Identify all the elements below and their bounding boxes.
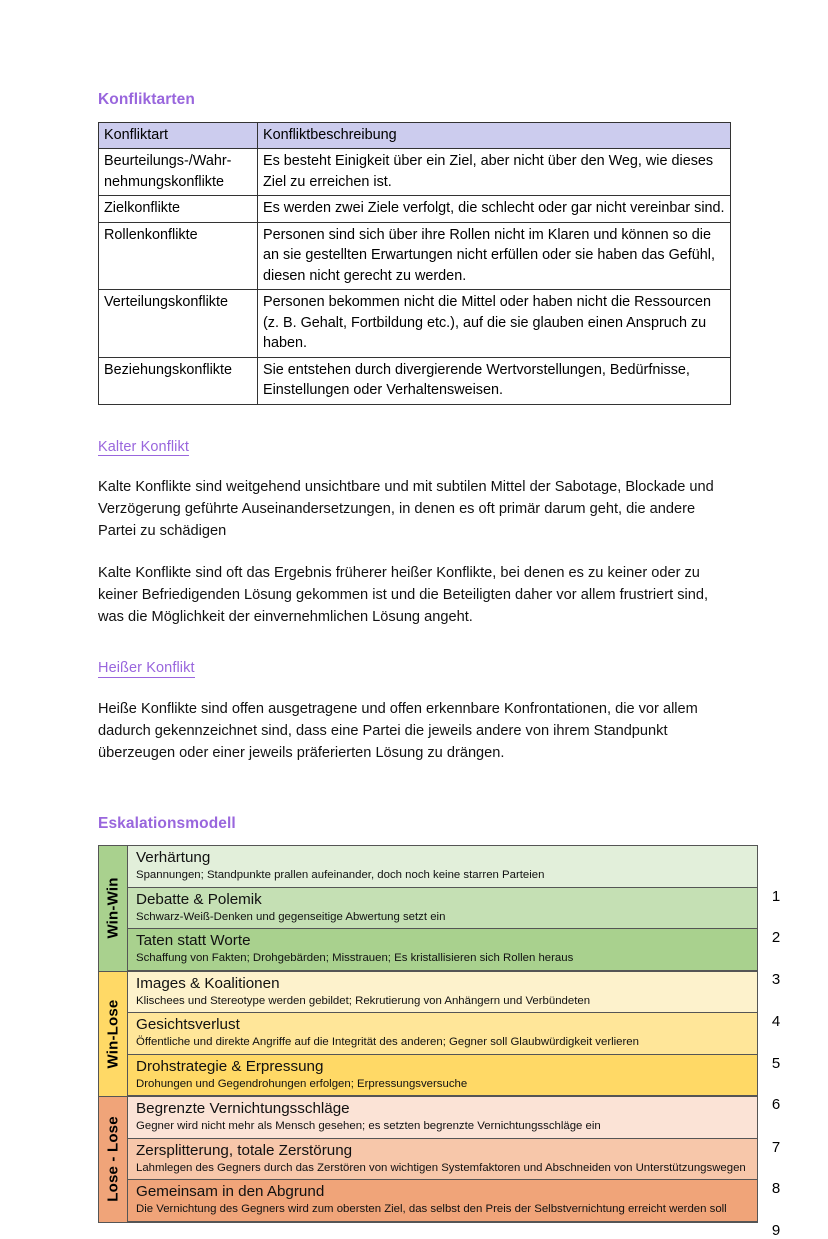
subheading-kalter-konflikt: Kalter Konflikt <box>98 438 189 455</box>
table-row <box>99 149 731 196</box>
escalation-group-label <box>99 1097 128 1222</box>
conflict-table-head <box>99 122 731 149</box>
escalation-group-label-text: Win-Lose <box>104 999 122 1069</box>
escalation-stage-cell <box>128 1139 757 1180</box>
escalation-group-label-text: Lose - Lose <box>104 1116 122 1203</box>
cell-konfliktbeschreibung: Personen sind sich über ihre Rollen nicht im Klaren und können so die an sie gestellten Erwartungen nicht erfüllen oder sie haben das Gefühl, diesen nicht gerecht zu werden. <box>258 222 731 290</box>
escalation-stage-description: Gegner wird nicht mehr als Mensch gesehen; es setzten begrenzte Vernichtungsschläge ein <box>136 1120 601 1132</box>
escalation-stage-row <box>128 1180 781 1239</box>
hot-conflict-heading-wrap <box>98 660 732 698</box>
escalation-stage-number: 4 <box>759 1013 793 1030</box>
escalation-stage-description: Öffentliche und direkte Angriffe auf die Integrität des anderen; Gegner soll Glaubwürdigkeit verlieren <box>136 1036 639 1048</box>
subheading-heisser-konflikt: Heißer Konflikt <box>98 660 195 676</box>
escalation-stage-cell <box>128 1097 757 1138</box>
escalation-stage-cell <box>128 929 757 970</box>
escalation-stage <box>128 1180 757 1222</box>
escalation-stage-number: 5 <box>759 1055 793 1072</box>
escalation-stage-title: Taten statt Worte <box>136 932 251 949</box>
escalation-stage-cell <box>128 846 757 887</box>
escalation-stage-cell <box>128 888 757 929</box>
document-content <box>98 91 781 1239</box>
escalation-stage-title: Begrenzte Vernichtungsschläge <box>136 1100 350 1117</box>
escalation-stage-description: Schwarz-Weiß-Denken und gegenseitige Abwertung setzt ein <box>136 910 446 923</box>
escalation-stage-number: 9 <box>759 1222 793 1239</box>
escalation-stage-title: Images & Koalitionen <box>136 974 280 992</box>
escalation-stage-title: Gemeinsam in den Abgrund <box>136 1183 325 1200</box>
escalation-group-rows <box>128 1097 781 1239</box>
escalation-stage-title: Zersplitterung, totale Zerstörung <box>136 1141 353 1159</box>
conflict-types-heading-wrap <box>98 92 732 108</box>
conflict-table-body <box>99 149 731 405</box>
escalation-stage-cell <box>128 1055 757 1096</box>
escalation-stage-description: Drohungen und Gegendrohungen erfolgen; Erpressungsversuche <box>136 1077 468 1090</box>
escalation-group-label <box>99 972 128 1097</box>
escalation-stage-description: Lahmlegen des Gegners durch das Zerstören von wichtigen Systemfaktoren und Abschneiden von Unterstützungswegen <box>136 1161 746 1174</box>
cold-conflict-heading-wrap <box>98 439 732 477</box>
escalation-stage <box>128 1097 757 1139</box>
escalation-stage-cell <box>128 972 757 1013</box>
conflict-types-table <box>98 122 731 405</box>
escalation-stage-cell <box>128 1180 757 1221</box>
escalation-stage <box>128 1139 757 1181</box>
cell-konfliktart: Beurteilungs-/Wahr- nehmungskonflikte <box>99 149 258 196</box>
escalation-group <box>98 1096 781 1239</box>
hot-conflict-paragraph: Heiße Konflikte sind offen ausgetragene und offen erkennbare Konfrontationen, die vor allem dadurch gekennzeichnet sind, dass eine Partei die jeweils andere von ihrem Standpunkt überzeugen oder einer jeweils präferierten Lösung zu drängen. <box>98 700 698 761</box>
cold-conflict-paragraphs <box>98 476 732 628</box>
cell-konfliktart: Rollenkonflikte <box>99 222 258 290</box>
escalation-stage <box>128 929 757 971</box>
escalation-stage <box>128 1013 757 1055</box>
table-row <box>99 196 731 223</box>
escalation-stage-title: Debatte & Polemik <box>136 890 262 908</box>
cold-conflict-paragraph: Kalte Konflikte sind weitgehend unsichtbare und mit subtilen Mittel der Sabotage, Blockade und Verzögerung geführte Auseinandersetzungen, in denen es oft primär darum geht, die andere Partei zu schädigen <box>98 479 714 539</box>
table-row <box>99 357 731 404</box>
escalation-stage-title: Verhärtung <box>136 849 211 866</box>
table-row <box>99 290 731 358</box>
escalation-stage <box>128 972 757 1014</box>
escalation-stage-description: Die Vernichtung des Gegners wird zum obersten Ziel, das selbst den Preis der Selbstvernichtung erreicht werden soll <box>136 1203 727 1215</box>
escalation-stage-number: 6 <box>759 1096 793 1113</box>
page-title-konfliktarten: Konfliktarten <box>98 91 195 108</box>
cell-konfliktart: Zielkonflikte <box>99 196 258 223</box>
table-header-row <box>99 122 731 149</box>
table-row <box>99 222 731 290</box>
escalation-stage-description: Klischees und Stereotype werden gebildet; Rekrutierung von Anhängern und Verbündeten <box>136 994 591 1007</box>
cell-konfliktart: Verteilungskonflikte <box>99 290 258 358</box>
escalation-stage-number: 7 <box>759 1139 793 1156</box>
escalation-model-table <box>98 845 781 1239</box>
escalation-stage <box>128 888 757 930</box>
escalation-stage-description: Schaffung von Fakten; Drohgebärden; Misstrauen; Es kristallisieren sich Rollen heraus <box>136 952 574 964</box>
cell-konfliktbeschreibung: Sie entstehen durch divergierende Wertvorstellungen, Bedürfnisse, Einstellungen oder Verhaltensweisen. <box>258 357 731 404</box>
escalation-stage-number: 1 <box>759 888 793 905</box>
hot-conflict-paragraphs <box>98 698 732 764</box>
cell-konfliktbeschreibung: Personen bekommen nicht die Mittel oder haben nicht die Ressourcen (z. B. Gehalt, Fortbildung etc.), auf die sie glauben einen Anspruch zu haben. <box>258 290 731 358</box>
escalation-group-label <box>99 846 128 971</box>
escalation-stage-number: 2 <box>759 929 793 946</box>
cell-konfliktbeschreibung: Es werden zwei Ziele verfolgt, die schlecht oder gar nicht vereinbar sind. <box>258 196 731 223</box>
cold-conflict-paragraph: Kalte Konflikte sind oft das Ergebnis früherer heißer Konflikte, bei denen es zu keiner oder zu keiner Befriedigenden Lösung gekommen ist und die Beteiligten daher vor allem frustriert sind, was die Möglichkeit der einvernehmlichen Lösung angeht. <box>98 565 709 625</box>
escalation-stage-title: Drohstrategie & Erpressung <box>136 1057 324 1075</box>
escalation-stage-number: 3 <box>759 971 793 988</box>
escalation-stage-title: Gesichtsverlust <box>136 1016 240 1033</box>
column-header-konfliktart: Konfliktart <box>99 122 258 149</box>
escalation-group-label-text: Win-Win <box>104 877 122 939</box>
escalation-stage <box>128 1055 757 1097</box>
escalation-stage-number: 8 <box>759 1180 793 1197</box>
escalation-heading-wrap <box>98 816 732 832</box>
escalation-stage <box>128 846 757 888</box>
page-title-eskalationsmodell: Eskalationsmodell <box>98 814 236 832</box>
escalation-stage-cell <box>128 1013 757 1054</box>
cell-konfliktart: Beziehungskonflikte <box>99 357 258 404</box>
cell-konfliktbeschreibung: Es besteht Einigkeit über ein Ziel, aber nicht über den Weg, wie dieses Ziel zu erreichen ist. <box>258 149 731 196</box>
escalation-stage-description: Spannungen; Standpunkte prallen aufeinander, doch noch keine starren Parteien <box>136 869 545 881</box>
column-header-konfliktbeschreibung: Konfliktbeschreibung <box>258 122 731 149</box>
